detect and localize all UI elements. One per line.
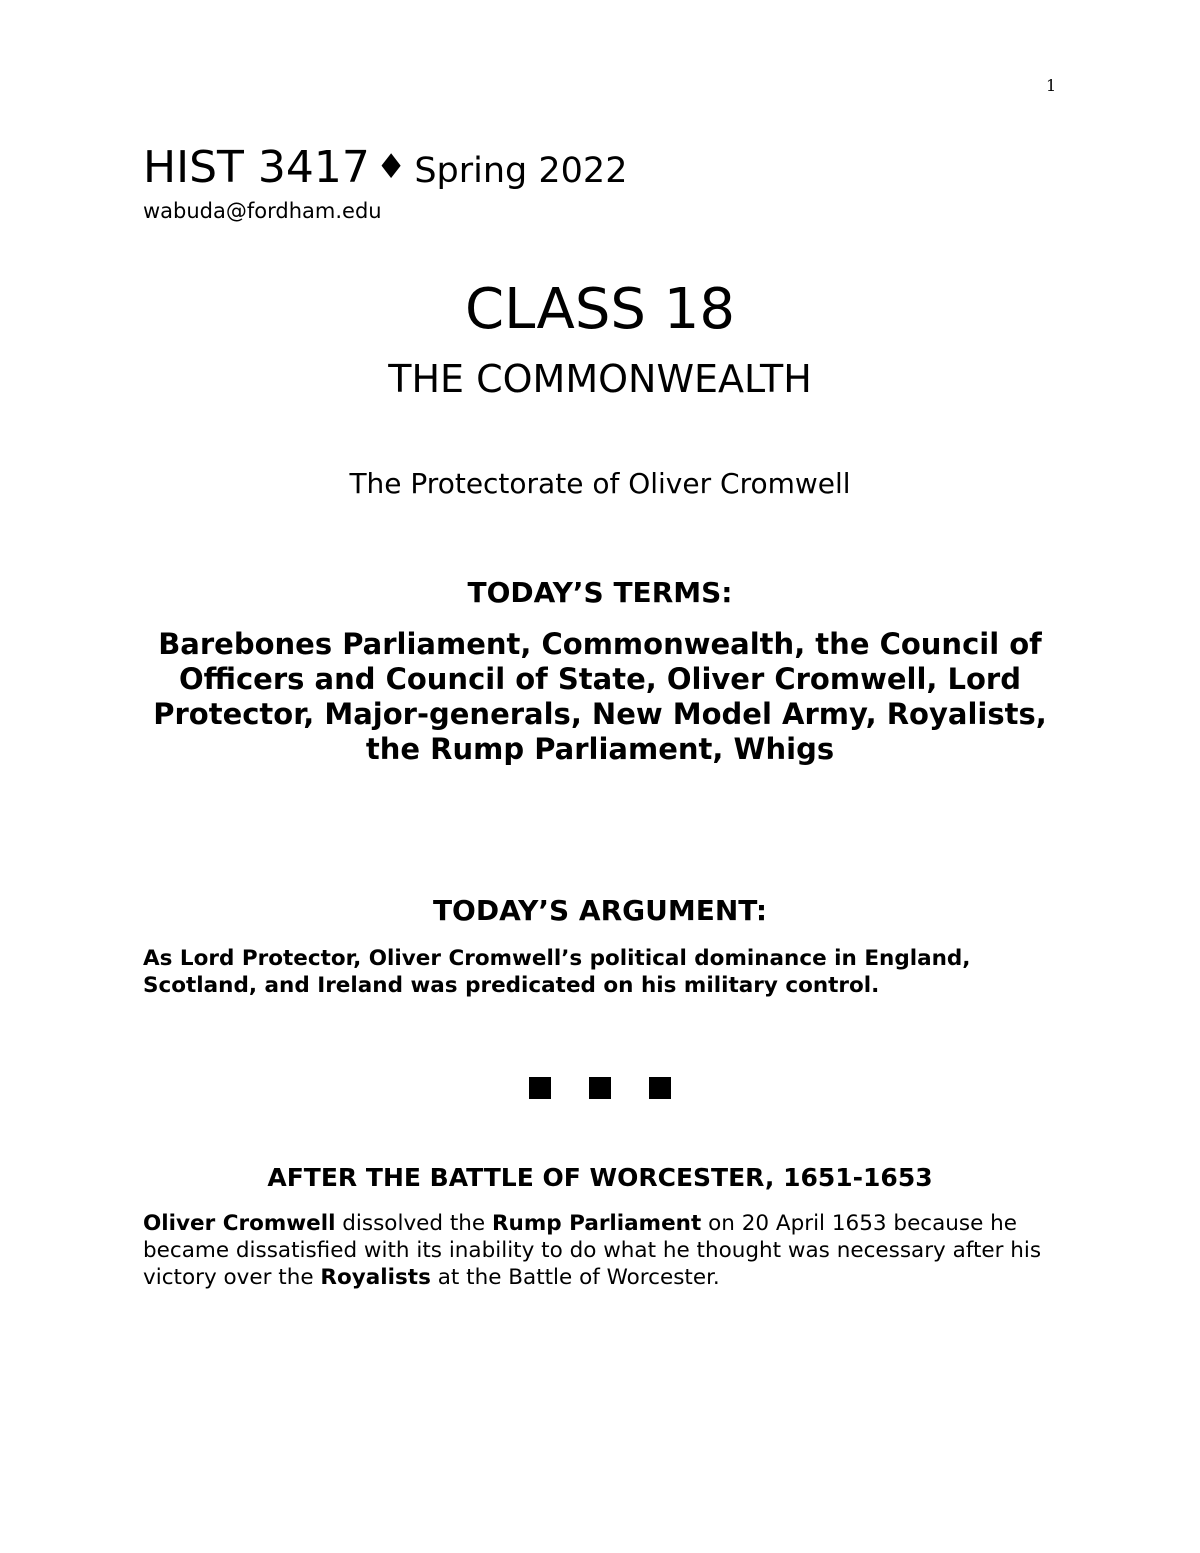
instructor-email: wabuda@fordham.edu <box>143 199 382 223</box>
document-header <box>143 142 627 224</box>
section-separator <box>0 1077 1200 1099</box>
paragraph-text: at the Battle of Worcester. <box>430 1265 720 1290</box>
page-number: 1 <box>1046 76 1057 95</box>
class-subtitle: The Protectorate of Oliver Cromwell <box>349 467 851 500</box>
argument-text: As Lord Protector, Oliver Cromwell’s political dominance in England, Scotland, and Ireland was predicated on his military control. <box>143 946 971 998</box>
square-bullet-icon <box>649 1077 671 1099</box>
term-oliver-cromwell: Oliver Cromwell <box>143 1211 336 1236</box>
terms-heading: TODAY’S TERMS: <box>467 576 733 609</box>
section-heading: AFTER THE BATTLE OF WORCESTER, 1651-1653 <box>267 1163 933 1192</box>
term-rump-parliament: Rump Parliament <box>492 1211 702 1236</box>
course-line <box>143 142 627 196</box>
argument-heading: TODAY’S ARGUMENT: <box>432 894 768 927</box>
paragraph-text: dissolved the <box>335 1211 492 1236</box>
terms-list: Barebones Parliament, Commonwealth, the Council of Officers and Council of State, Oliver Cromwell, Lord Protector, Major-generals, New Model Army, Royalists, the Rump Parliament, Whigs <box>153 627 1047 766</box>
term-royalists: Royalists <box>320 1265 431 1290</box>
course-code: HIST 3417 <box>143 142 370 193</box>
section-paragraph <box>143 1210 1083 1291</box>
square-bullet-icon <box>529 1077 551 1099</box>
paragraph-text: on 20 April 1653 because he became dissatisfied with its inability to do what he thought was necessary after his victory over the <box>143 1211 1042 1290</box>
square-bullet-icon <box>589 1077 611 1099</box>
semester: Spring 2022 <box>414 151 628 191</box>
class-title: THE COMMONWEALTH <box>388 357 812 401</box>
class-number: CLASS 18 <box>464 277 736 342</box>
diamond-icon: ♦ <box>375 147 407 187</box>
